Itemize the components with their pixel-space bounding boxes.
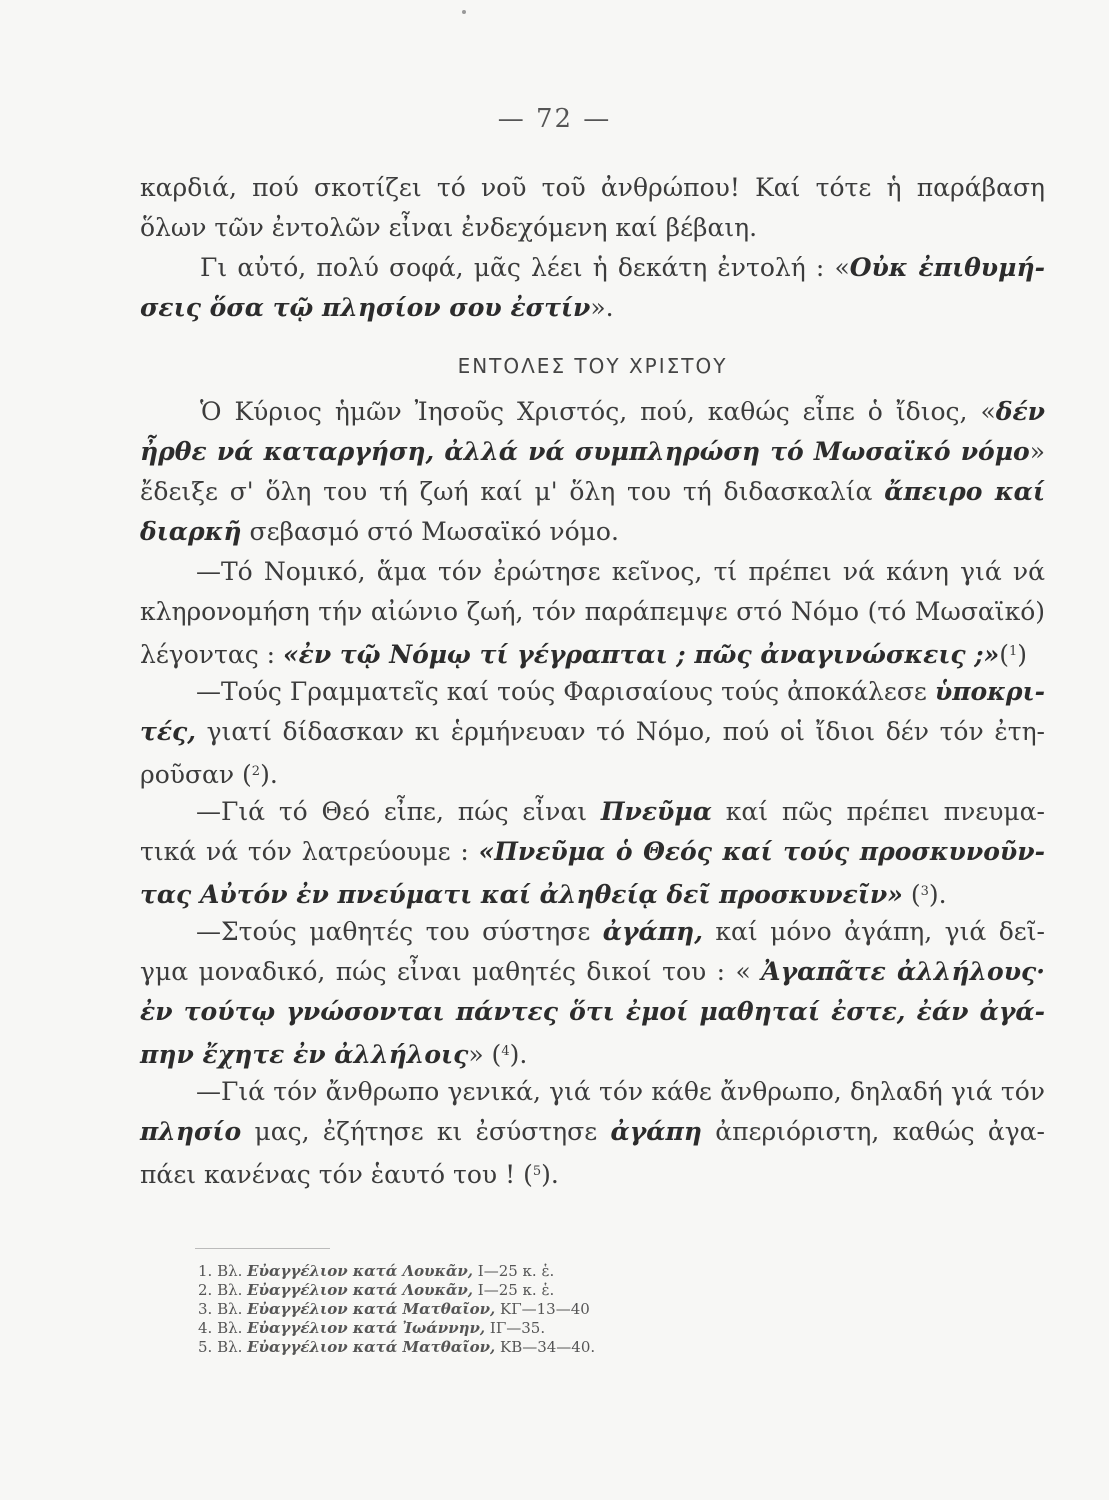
text-line	[140, 592, 1045, 632]
text-span: ).	[260, 760, 278, 789]
footnote-number: 5. Βλ.	[198, 1338, 243, 1356]
quote-span: Οὐκ ἐπιθυμή-	[849, 253, 1046, 282]
quote-span: πην ἔχητε ἐν ἀλλήλοις	[140, 1040, 469, 1069]
text-line	[140, 672, 1045, 712]
footnote-ref: 4	[501, 1044, 510, 1059]
footnote	[198, 1262, 898, 1281]
ink-speck	[462, 10, 466, 14]
footnote	[198, 1300, 898, 1319]
emphasis-span: πλησίο	[140, 1117, 242, 1146]
emphasis-span: ἀγάπη	[610, 1117, 702, 1146]
emphasis-span: ἄπειρο καί	[884, 477, 1045, 506]
quote-span: σεις ὅσα τῷ πλησίον σου ἐστίν	[140, 293, 591, 322]
footnote-reference: ΚΒ—34—40.	[495, 1338, 596, 1356]
text-span: Γι αὐτό, πολύ σοφά, μᾶς λέει ἡ δεκάτη ἐντολή : «	[200, 253, 850, 282]
text-line	[140, 392, 1045, 432]
text-span: »	[1029, 437, 1045, 466]
quote-span: τας Αὐτόν ἐν πνεύματι καί ἀληθείᾳ δεῖ προσκυνεῖν»	[140, 880, 903, 909]
quote-span: ἦρθε νά καταργήση, ἀλλά νά συμπληρώση τό Μωσαϊκό νόμο	[140, 437, 1030, 466]
text-span: —Γιά τό Θεό εἶπε, πώς εἶναι	[196, 797, 601, 826]
text-line	[140, 992, 1045, 1032]
text-line	[140, 1152, 1045, 1192]
footnote-ref: 3	[920, 884, 929, 899]
text-span: καί πῶς πρέπει πνευμα-	[711, 797, 1045, 826]
text-line	[140, 912, 1045, 952]
text-span: καί μόνο ἀγάπη, γιά δεῖ-	[702, 917, 1045, 946]
text-span: Ὁ Κύριος ἡμῶν Ἰησοῦς Χριστός, πού, καθώς εἶπε ὁ ἴδιος, «	[200, 397, 996, 426]
text-span: μας, ἐζήτησε κι ἐσύστησε	[241, 1117, 611, 1146]
quote-span: Ἀγαπᾶτε ἀλλήλους·	[761, 957, 1045, 986]
text-line	[140, 952, 1045, 992]
text-line	[140, 1032, 1045, 1072]
footnotes	[198, 1262, 898, 1357]
text-line	[140, 248, 1045, 288]
footnote-number: 1. Βλ.	[198, 1262, 243, 1280]
footnote	[198, 1338, 898, 1357]
footnote-divider	[195, 1248, 330, 1249]
text-span: καρδιά, πού σκοτίζει τό νοῦ τοῦ ἀνθρώπου! Καί τότε ἡ παράβαση	[140, 173, 1045, 202]
footnote-reference: ΚΓ—13—40	[495, 1300, 590, 1318]
text-span: πάει κανένας τόν ἑαυτό του ! (	[140, 1160, 533, 1189]
text-line	[140, 472, 1045, 512]
section-heading: ΕΝΤΟΛΕΣ ΤΟΥ ΧΡΙΣΤΟΥ	[457, 354, 728, 378]
text-span: ὅλων τῶν ἐντολῶν εἶναι ἐνδεχόμενη καί βέβαιη.	[140, 213, 758, 242]
quote-span: «ἐν τῷ Νόμῳ τί γέγραπται ; πῶς ἀναγινώσκεις ;»	[283, 640, 1000, 669]
text-span: —Τό Νομικό, ἅμα τόν ἐρώτησε κεῖνος, τί πρέπει νά κάνη γιά νά	[196, 557, 1045, 586]
body-text	[140, 168, 1045, 1192]
footnote-reference: ΙΓ—35.	[485, 1319, 546, 1337]
text-line: λέγοντας : «ἐν τῷ Νόμῳ τί γέγραπται ; πῶς ἀναγινώσκεις ;»($^1$)	[140, 640, 1028, 669]
text-span: γμα μοναδικό, πώς εἶναι μαθητές δικοί του : «	[140, 957, 762, 986]
text-line	[140, 1072, 1045, 1112]
quote-span: ἐν τούτῳ γνώσονται πάντες ὅτι ἐμοί μαθηταί ἐστε, ἐάν ἀγά-	[140, 997, 1045, 1026]
text-span: ).	[541, 1160, 559, 1189]
footnote-book: Εὐαγγέλιον κατά Ἰωάννην,	[247, 1319, 486, 1337]
quote-span: δέν	[995, 397, 1045, 426]
text-span: —Τούς Γραμματεῖς καί τούς Φαρισαίους τούς ἀποκάλεσε	[196, 677, 935, 706]
footnote-ref: 1	[1008, 644, 1018, 659]
text-span: —Γιά τόν ἄνθρωπο γενικά, γιά τόν κάθε ἄνθρωπο, δηλαδή γιά τόν	[196, 1077, 1045, 1106]
text-line	[140, 288, 1045, 328]
text-line	[140, 552, 1045, 592]
quote-span: «Πνεῦμα ὁ Θεός καί τούς προσκυνοῦν-	[478, 837, 1045, 866]
emphasis-span: Πνεῦμα	[600, 797, 712, 826]
text-line	[140, 1112, 1045, 1152]
footnote-book: Εὐαγγέλιον κατά Ματθαῖον,	[247, 1338, 496, 1356]
footnote-number: 2. Βλ.	[198, 1281, 243, 1299]
footnote-book: Εὐαγγέλιον κατά Ματθαῖον,	[247, 1300, 496, 1318]
text-span: » (	[468, 1040, 502, 1069]
footnote-reference: Ι—25 κ. ἑ.	[473, 1281, 555, 1299]
text-span: ἀπεριόριστη, καθώς ἀγα-	[701, 1117, 1046, 1146]
text-span: (	[902, 880, 921, 909]
text-span: τικά νά τόν λατρεύουμε :	[140, 837, 479, 866]
emphasis-span: ἀγάπη,	[602, 917, 703, 946]
footnote-book: Εὐαγγέλιον κατά Λουκᾶν,	[247, 1281, 473, 1299]
footnote	[198, 1281, 898, 1300]
text-line	[140, 512, 1045, 552]
footnote-reference: Ι—25 κ. ἑ.	[473, 1262, 555, 1280]
text-line	[140, 792, 1045, 832]
text-span: ροῦσαν (	[140, 760, 252, 789]
footnote-number: 3. Βλ.	[198, 1300, 243, 1318]
emphasis-span: ὑποκρι-	[934, 677, 1045, 706]
text-span: —Στούς μαθητές του σύστησε	[196, 917, 603, 946]
text-line	[140, 832, 1045, 872]
text-span: γιατί δίδασκαν κι ἑρμήνευαν τό Νόμο, πού οἱ ἴδιοι δέν τόν ἐτη-	[195, 717, 1045, 746]
text-span: κληρονομήση τήν αἰώνιο ζωή, τόν παράπεμψε στό Νόμο (τό Μωσαϊκό)	[140, 597, 1045, 626]
text-span: σεβασμό στό Μωσαϊκό νόμο.	[241, 517, 619, 546]
text-line	[140, 168, 1045, 208]
text-line	[140, 208, 1045, 248]
footnote-number: 4. Βλ.	[198, 1319, 243, 1337]
footnote-book: Εὐαγγέλιον κατά Λουκᾶν,	[247, 1262, 473, 1280]
footnote-ref: 2	[251, 764, 261, 779]
emphasis-span: διαρκῆ	[140, 517, 242, 546]
text-span: ).	[509, 1040, 528, 1069]
text-span: ».	[590, 293, 614, 322]
page-number: — 72 —	[497, 104, 612, 134]
footnote-ref: 5	[532, 1164, 542, 1179]
footnote	[198, 1319, 898, 1338]
text-line	[140, 752, 1045, 792]
text-span: ἔδειξε σ' ὅλη του τή ζωή καί μ' ὅλη του τή διδασκαλία	[140, 477, 885, 506]
text-span: ).	[928, 880, 947, 909]
emphasis-span: τές,	[140, 717, 196, 746]
text-line	[140, 872, 1045, 912]
text-line	[140, 432, 1045, 472]
text-span: λέγοντας :	[140, 640, 284, 669]
text-line	[140, 712, 1045, 752]
